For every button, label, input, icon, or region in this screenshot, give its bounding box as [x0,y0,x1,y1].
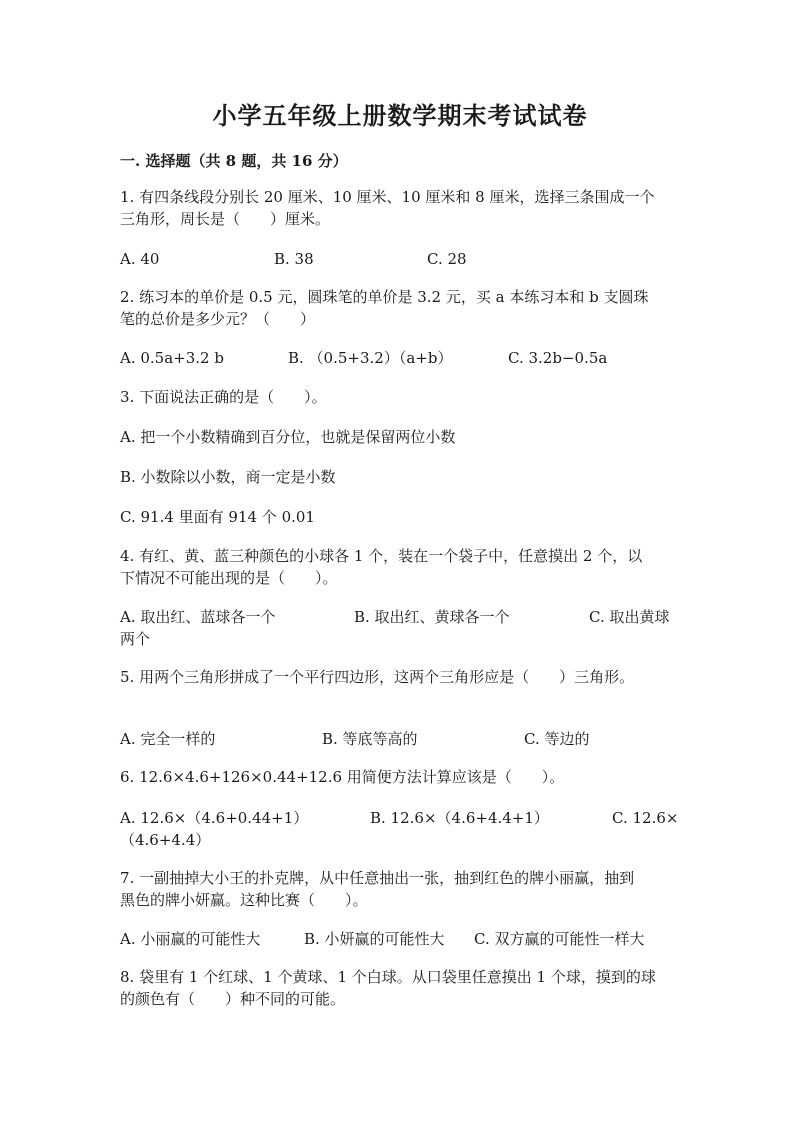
option-b: B. 等底等高的 [322,730,418,748]
option-b: B. （0.5+3.2）（a+b） [288,349,453,367]
question-6 [120,766,680,788]
exam-title: 小学五年级上册数学期末考试试卷 [212,101,588,130]
option-a: A. 40 [120,250,160,268]
question-8-line-2: 的颜色有（ ）种不同的可能。 [120,990,346,1008]
option-c: C. 91.4 里面有 914 个 0.01 [120,508,315,526]
question-8 [120,966,680,1010]
option-b: B. 12.6×（4.6+4.4+1） [370,809,549,827]
option-c-continued: 两个 [120,630,151,648]
question-1 [120,186,680,230]
option-a: A. 取出红、蓝球各一个 [120,608,276,626]
question-4 [120,545,680,589]
question-7-line-1: 7. 一副抽掉大小王的扑克牌，从中任意抽出一张，抽到红色的牌小丽赢，抽到 [120,869,635,887]
option-b: B. 小数除以小数，商一定是小数 [120,468,336,486]
option-c: C. 28 [427,250,467,268]
option-c: C. 3.2b−0.5a [508,349,608,367]
question-7-line-2: 黑色的牌小妍赢。这种比赛（ ）。 [120,891,368,909]
question-4-line-2: 下情况不可能出现的是（ ）。 [120,569,338,587]
option-c: C. 双方赢的可能性一样大 [474,930,645,948]
section-heading: 一. 选择题（共 8 题，共 16 分） [120,152,348,170]
question-6-line-1: 6. 12.6×4.6+126×0.44+12.6 用简便方法计算应该是（ ）。 [120,768,565,786]
question-5-line-1: 5. 用两个三角形拼成了一个平行四边形，这两个三角形应是（ ）三角形。 [120,668,635,686]
option-b: B. 小妍赢的可能性大 [304,930,445,948]
option-b: B. 取出红、黄球各一个 [354,608,510,626]
option-a: A. 完全一样的 [120,730,216,748]
option-a: A. 把一个小数精确到百分位，也就是保留两位小数 [120,428,456,446]
option-b: B. 38 [274,250,314,268]
question-7 [120,867,680,911]
question-4-options [120,606,680,650]
question-1-line-1: 1. 有四条线段分别长 20 厘米、10 厘米、10 厘米和 8 厘米，选择三条围成一个 [120,188,655,206]
option-a: A. 12.6×（4.6+0.44+1） [120,809,309,827]
question-3 [120,386,680,408]
option-c-continued: （4.6+4.4） [120,831,211,849]
option-c: C. 取出黄球 [589,608,670,626]
question-5 [120,666,680,688]
option-a: A. 小丽赢的可能性大 [120,930,261,948]
question-2 [120,286,680,330]
question-6-options [120,807,680,851]
question-1-line-2: 三角形，周长是（ ）厘米。 [120,210,331,228]
question-8-line-1: 8. 袋里有 1 个红球、1 个黄球、1 个白球。从口袋里任意摸出 1 个球，摸到的球 [120,968,656,986]
question-4-line-1: 4. 有红、黄、蓝三种颜色的小球各 1 个，装在一个袋子中，任意摸出 2 个，以 [120,547,643,565]
question-3-line-1: 3. 下面说法正确的是（ ）。 [120,388,327,406]
option-c: C. 12.6× [612,809,679,827]
question-2-line-2: 笔的总价是多少元？（ ） [120,310,316,328]
option-c: C. 等边的 [524,730,590,748]
question-2-line-1: 2. 练习本的单价是 0.5 元，圆珠笔的单价是 3.2 元，买 a 本练习本和 b 支圆珠 [120,288,649,306]
option-a: A. 0.5a+3.2 b [120,349,224,367]
